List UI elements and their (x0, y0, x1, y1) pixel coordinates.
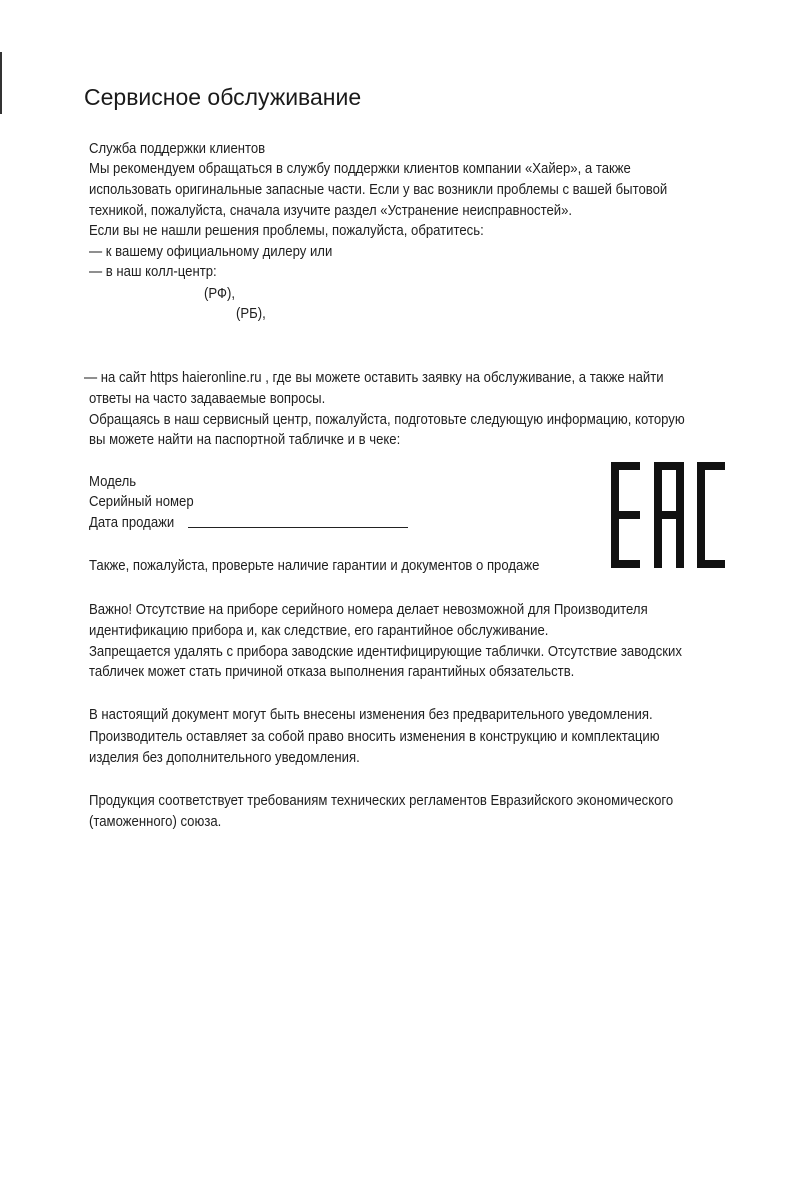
paragraph-line: Мы рекомендуем обращаться в службу поддержки клиентов компании «Хайер», а также (89, 161, 631, 177)
page-edge-mark (0, 52, 2, 114)
page-title: Сервисное обслуживание (84, 84, 362, 110)
support-heading: Служба поддержки клиентов (89, 141, 266, 157)
website-line: — на сайт https haieronline.ru , где вы можете оставить заявку на обслуживание, а также найти (84, 370, 664, 386)
paragraph-line: Также, пожалуйста, проверьте наличие гарантии и документов о продаже (89, 558, 540, 574)
paragraph-line: (таможенного) союза. (89, 814, 222, 830)
paragraph-line: Продукция соответствует требованиям технических регламентов Евразийского экономического (89, 793, 674, 809)
sale-date-blank-line (188, 527, 408, 528)
eac-certification-icon (611, 462, 725, 568)
field-model-label: Модель (89, 474, 137, 490)
paragraph-line: ответы на часто задаваемые вопросы. (89, 391, 326, 407)
field-sale-date-label: Дата продажи (89, 515, 175, 531)
paragraph-line: техникой, пожалуйста, сначала изучите раздел «Устранение неисправностей». (89, 203, 573, 219)
list-item: — к вашему официальному дилеру или (89, 244, 333, 260)
list-item: — в наш колл-центр: (89, 264, 217, 280)
paragraph-line: Если вы не нашли решения проблемы, пожалуйста, обратитесь: (89, 223, 484, 239)
paragraph-line: В настоящий документ могут быть внесены изменения без предварительного уведомления. (89, 707, 653, 723)
field-serial-label: Серийный номер (89, 494, 194, 510)
paragraph-line: изделия без дополнительного уведомления. (89, 750, 360, 766)
phone-rb-label: (РБ), (236, 306, 266, 322)
paragraph-line: идентификацию прибора и, как следствие, его гарантийное обслуживание. (89, 623, 549, 639)
important-notice-line: Важно! Отсутствие на приборе серийного номера делает невозможной для Производителя (89, 602, 648, 618)
paragraph-line: Запрещается удалять с прибора заводские идентифицирующие таблички. Отсутствие заводских (89, 644, 682, 660)
paragraph-line: табличек может стать причиной отказа выполнения гарантийных обязательств. (89, 664, 575, 680)
paragraph-line: вы можете найти на паспортной табличке и в чеке: (89, 432, 401, 448)
paragraph-line: Обращаясь в наш сервисный центр, пожалуйста, подготовьте следующую информацию, которую (89, 412, 685, 428)
paragraph-line: Производитель оставляет за собой право вносить изменения в конструкцию и комплектацию (89, 729, 660, 745)
phone-rf-label: (РФ), (204, 286, 236, 302)
paragraph-line: использовать оригинальные запасные части. Если у вас возникли проблемы с вашей бытовой (89, 182, 668, 198)
